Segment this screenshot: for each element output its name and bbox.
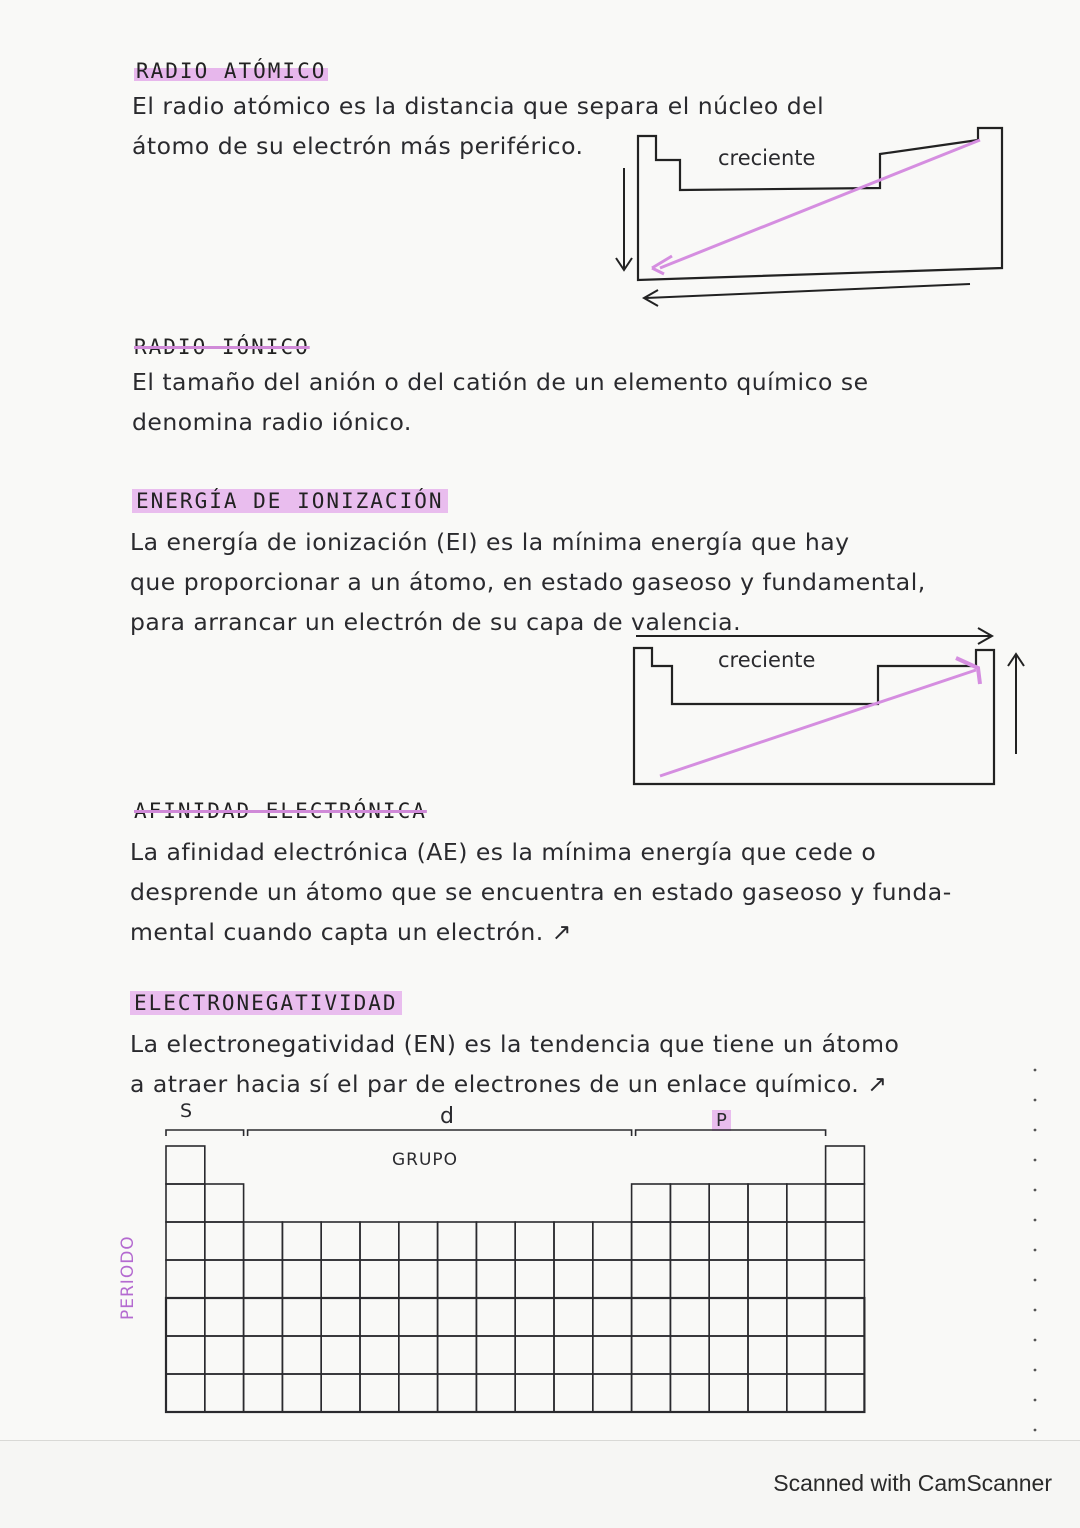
table-cell (244, 1260, 283, 1298)
electron-affinity-paragraph (130, 832, 952, 952)
block-d-label: d (440, 1104, 454, 1129)
table-cell (515, 1298, 554, 1336)
table-cell (321, 1336, 360, 1374)
table-cell (360, 1260, 399, 1298)
heading-atomic-radius (130, 58, 332, 84)
period-label: PERIODO (118, 1235, 138, 1320)
table-cell (360, 1298, 399, 1336)
heading-electron-affinity-text: AFINIDAD ELECTRÓNICA (134, 799, 427, 823)
table-cell (826, 1222, 865, 1260)
paragraph-line: mental cuando capta un electrón. ↗ (130, 918, 572, 946)
table-cell (360, 1336, 399, 1374)
table-cell (399, 1374, 438, 1412)
table-cell (826, 1260, 865, 1298)
table-cell (593, 1222, 632, 1260)
table-cell (748, 1260, 787, 1298)
table-cell (166, 1260, 205, 1298)
paragraph-line: desprende un átomo que se encuentra en estado gaseoso y funda- (130, 878, 952, 906)
heading-electronegativity (126, 990, 406, 1016)
table-cell (360, 1374, 399, 1412)
table-cell (244, 1222, 283, 1260)
table-cell (282, 1222, 321, 1260)
block-p-label: P (712, 1110, 731, 1131)
paragraph-line: El tamaño del anión o del catión de un elemento químico se (132, 368, 869, 396)
table-cell (282, 1374, 321, 1412)
table-cell (244, 1374, 283, 1412)
electronegativity-paragraph (130, 1024, 899, 1104)
heading-electron-affinity (130, 798, 431, 824)
table-cell (360, 1222, 399, 1260)
table-cell (748, 1374, 787, 1412)
table-cell (632, 1374, 671, 1412)
table-cell (748, 1184, 787, 1222)
table-cell (399, 1222, 438, 1260)
table-cell (554, 1260, 593, 1298)
table-cell (476, 1298, 515, 1336)
table-cell (554, 1336, 593, 1374)
table-cell (282, 1336, 321, 1374)
table-cell (515, 1260, 554, 1298)
table-cell (709, 1184, 748, 1222)
table-cell (593, 1298, 632, 1336)
table-cell (826, 1184, 865, 1222)
table-cell (321, 1374, 360, 1412)
block-s-bracket (166, 1130, 244, 1136)
paragraph-line: La electronegatividad (EN) es la tendencia que tiene un átomo (130, 1030, 900, 1058)
table-cell (670, 1298, 709, 1336)
table-cell (515, 1222, 554, 1260)
table-cell (632, 1222, 671, 1260)
table-cell (244, 1336, 283, 1374)
page-edge-marks (1030, 1060, 1040, 1444)
table-cell (205, 1298, 244, 1336)
table-cell (438, 1260, 477, 1298)
table-cell (321, 1260, 360, 1298)
scanner-watermark: Scanned with CamScanner (773, 1470, 1052, 1496)
table-cell (476, 1374, 515, 1412)
table-cell (166, 1374, 205, 1412)
table-cell (787, 1298, 826, 1336)
block-d-bracket (248, 1130, 632, 1136)
block-s-label: S (180, 1100, 193, 1122)
block-p-bracket (636, 1130, 826, 1136)
table-cell (670, 1184, 709, 1222)
table-cell (593, 1260, 632, 1298)
paragraph-line: para arrancar un electrón de su capa de valencia. (130, 608, 742, 636)
table-cell (166, 1298, 205, 1336)
table-cell (787, 1336, 826, 1374)
table-cell (476, 1336, 515, 1374)
table-cell (321, 1222, 360, 1260)
heading-electronegativity-text: ELECTRONEGATIVIDAD (130, 991, 402, 1015)
table-cell (709, 1336, 748, 1374)
table-cell (438, 1336, 477, 1374)
paragraph-line: La afinidad electrónica (AE) es la mínima energía que cede o (130, 838, 877, 866)
table-cell (399, 1298, 438, 1336)
table-cell (282, 1298, 321, 1336)
table-cell (282, 1260, 321, 1298)
table-cell (709, 1374, 748, 1412)
table-cell (399, 1260, 438, 1298)
table-cell (593, 1336, 632, 1374)
table-cell (166, 1184, 205, 1222)
table-cell (826, 1336, 865, 1374)
table-cell (709, 1260, 748, 1298)
table-cell (438, 1222, 477, 1260)
table-cell (166, 1222, 205, 1260)
table-cell (166, 1336, 205, 1374)
table-cell (787, 1222, 826, 1260)
periodic-table-sketch (150, 1120, 890, 1440)
heading-ionic-radius (130, 334, 314, 360)
table-cell (205, 1336, 244, 1374)
table-cell (632, 1336, 671, 1374)
heading-ionization-energy-text: ENERGÍA DE IONIZACIÓN (132, 489, 448, 513)
heading-ionic-radius-text: RADIO IÓNICO (134, 335, 310, 359)
paragraph-line: denomina radio iónico. (132, 408, 412, 436)
table-cell (244, 1298, 283, 1336)
table-cell (515, 1374, 554, 1412)
table-cell (554, 1374, 593, 1412)
table-cell (399, 1336, 438, 1374)
table-cell (670, 1222, 709, 1260)
table-cell (748, 1298, 787, 1336)
table-cell (205, 1260, 244, 1298)
table-cell (787, 1184, 826, 1222)
table-cell (632, 1298, 671, 1336)
edge-dots-svg (1030, 1060, 1040, 1440)
table-cell (476, 1260, 515, 1298)
group-label: GRUPO (392, 1150, 459, 1170)
heading-ionization-energy (128, 488, 452, 514)
table-cell (166, 1146, 205, 1184)
table-cell (321, 1298, 360, 1336)
table-cell (438, 1374, 477, 1412)
table-cell (670, 1260, 709, 1298)
paragraph-line: La energía de ionización (EI) es la mínima energía que hay (130, 528, 850, 556)
paragraph-line: a atraer hacia sí el par de electrones de un enlace químico. ↗ (130, 1070, 888, 1098)
heading-atomic-radius-text: RADIO ATÓMICO (136, 59, 327, 83)
table-cell (515, 1336, 554, 1374)
table-cell (826, 1374, 865, 1412)
table-cell (476, 1222, 515, 1260)
table-cell (632, 1260, 671, 1298)
ionization-diagram-label: creciente (718, 648, 816, 672)
table-cell (787, 1260, 826, 1298)
table-cell (748, 1336, 787, 1374)
table-cell (709, 1222, 748, 1260)
table-cell (205, 1374, 244, 1412)
table-cell (826, 1146, 865, 1184)
table-cell (632, 1184, 671, 1222)
table-cell (748, 1222, 787, 1260)
table-cell (205, 1222, 244, 1260)
table-cell (554, 1298, 593, 1336)
ionic-radius-paragraph (132, 362, 869, 442)
table-cell (709, 1298, 748, 1336)
ionization-energy-diagram (620, 622, 1040, 792)
table-cell (438, 1298, 477, 1336)
table-cell (205, 1184, 244, 1222)
table-cell (670, 1374, 709, 1412)
paragraph-line: átomo de su electrón más periférico. (132, 132, 584, 160)
table-cell (826, 1298, 865, 1336)
atomic-radius-diagram-label: creciente (718, 146, 816, 170)
table-cell (787, 1374, 826, 1412)
table-cell (670, 1336, 709, 1374)
paragraph-line: El radio atómico es la distancia que separa el núcleo del (132, 92, 825, 120)
paragraph-line: que proporcionar a un átomo, en estado gaseoso y fundamental, (130, 568, 926, 596)
table-cell (554, 1222, 593, 1260)
table-cell (593, 1374, 632, 1412)
